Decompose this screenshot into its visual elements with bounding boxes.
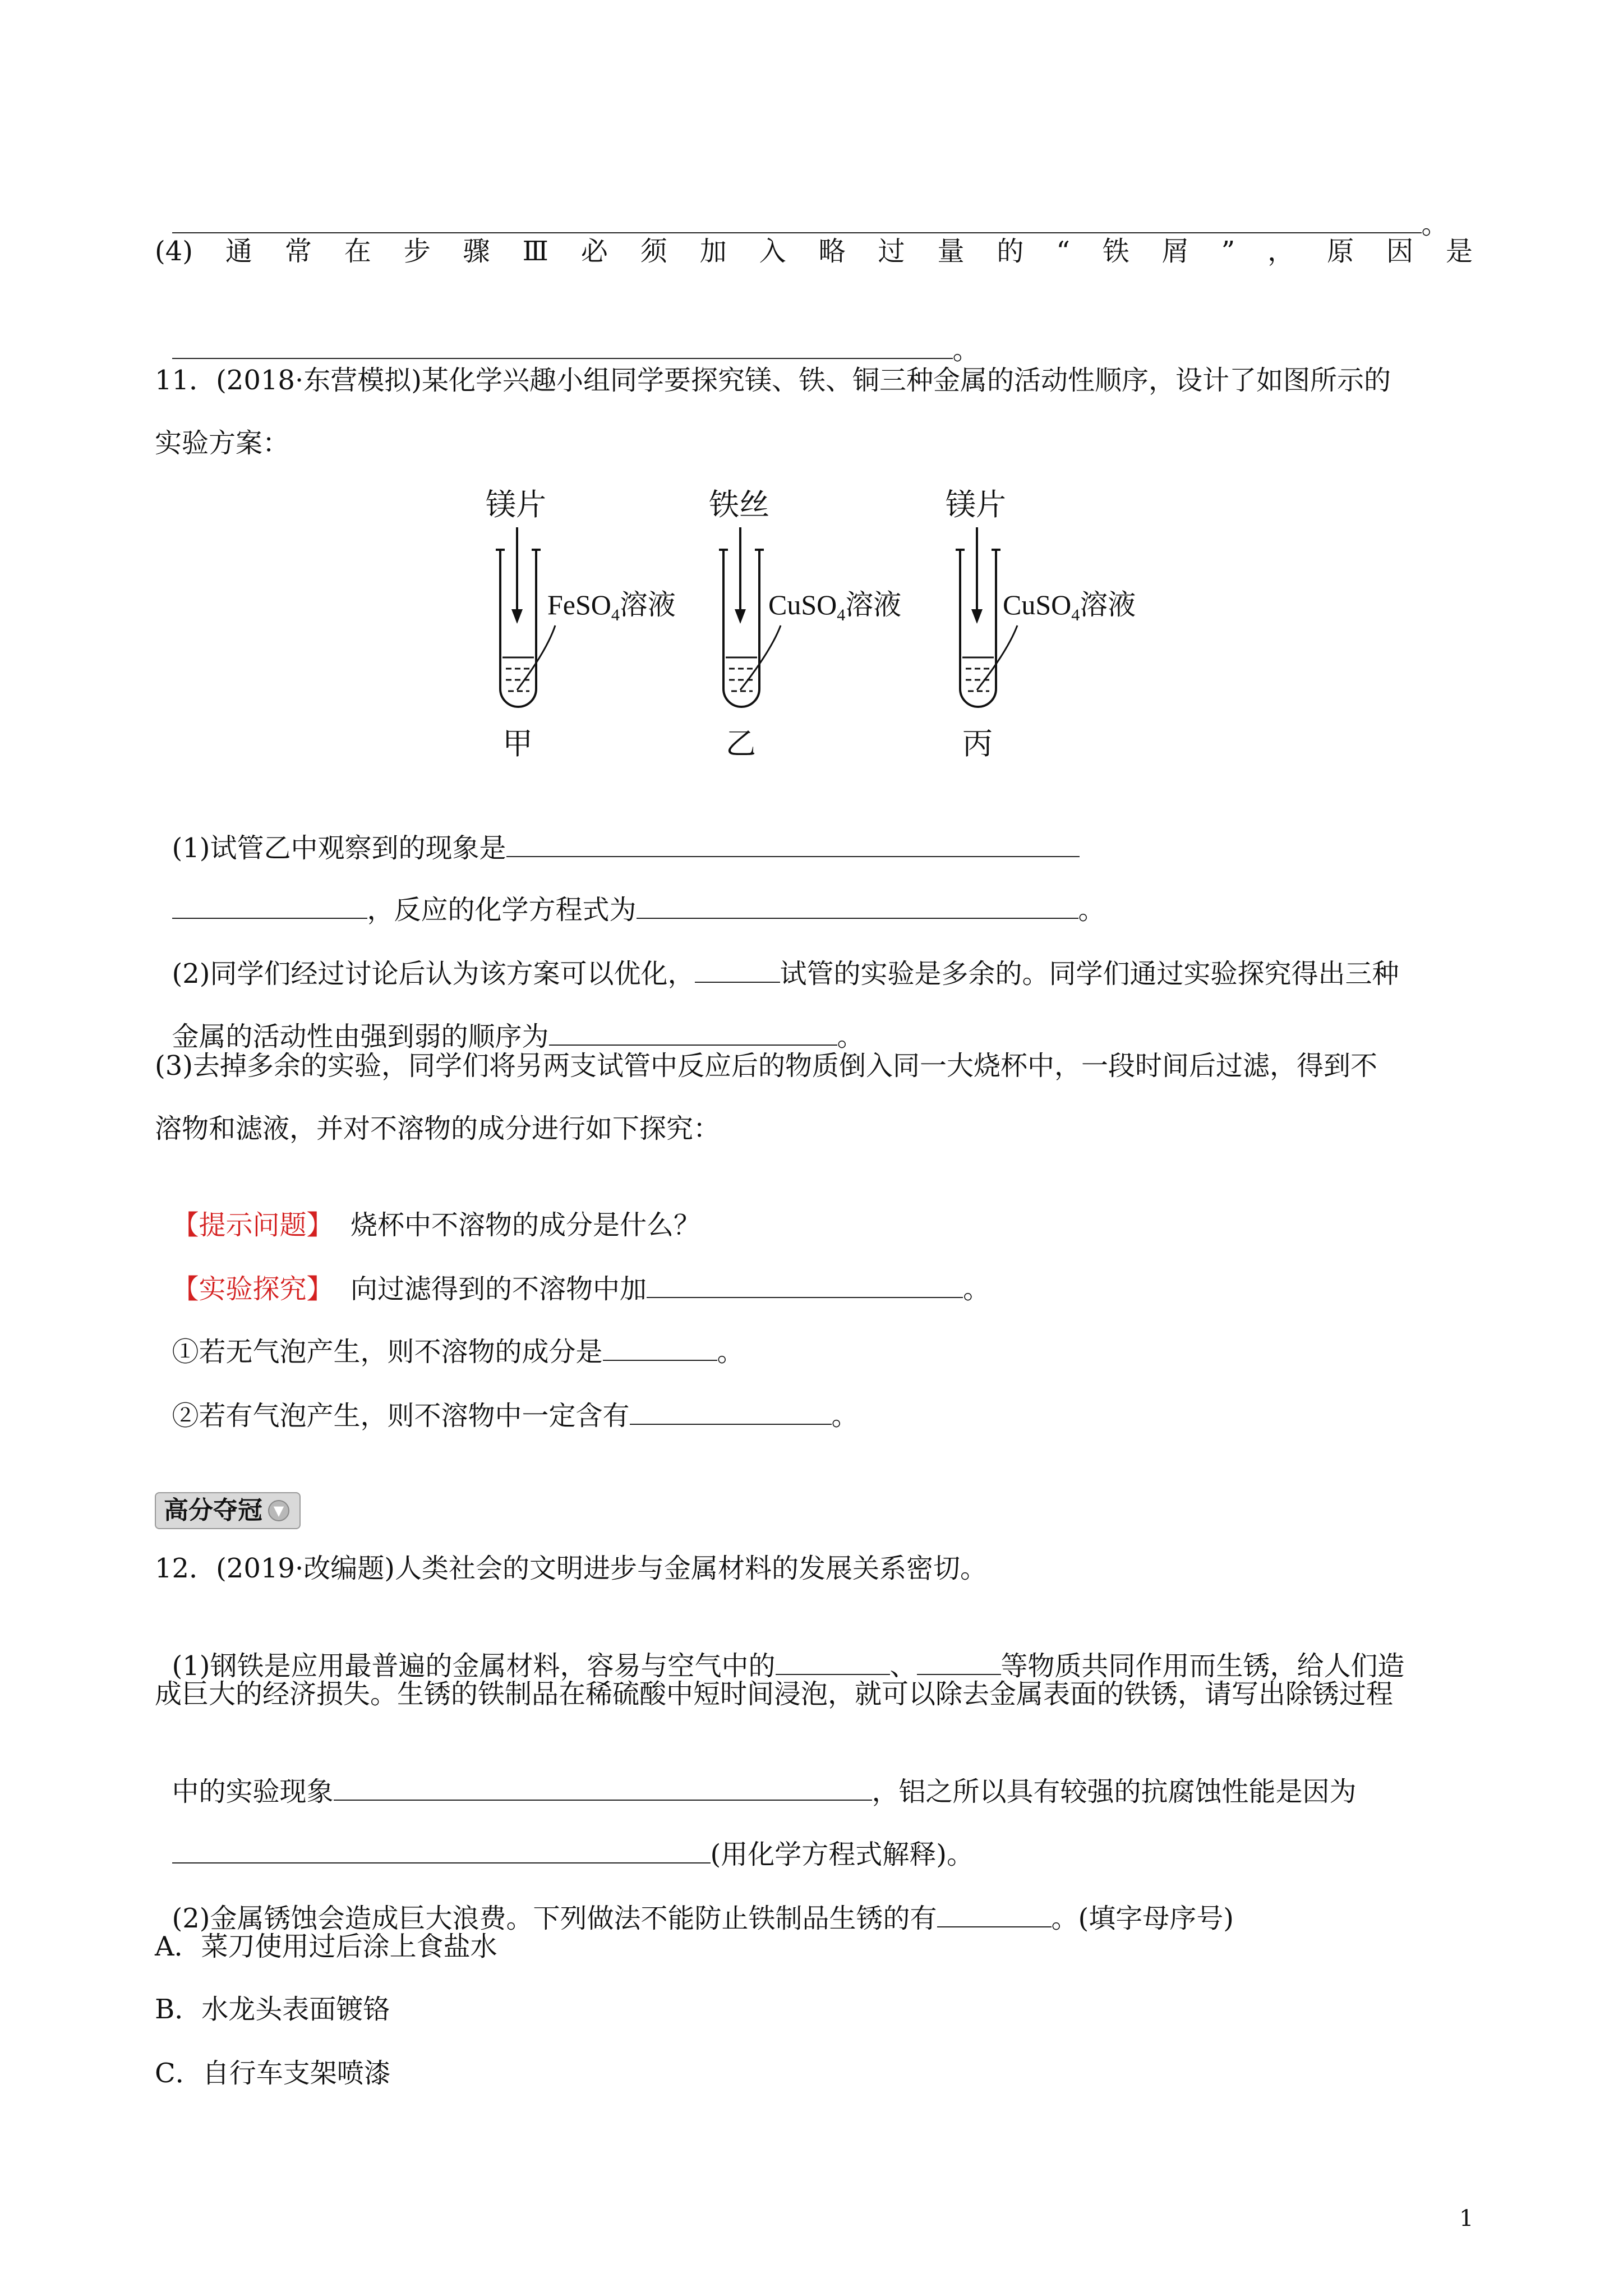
q4-char: “ xyxy=(1056,236,1070,267)
question-4-answer-line: 。 xyxy=(155,298,980,367)
answer-blank xyxy=(937,1901,1052,1927)
q4-char: 的 xyxy=(997,236,1024,267)
q4-char: 必 xyxy=(580,236,608,267)
question-12-part-1-line4: (用化学方程式解释)。 xyxy=(155,1803,974,1871)
question-12-part-1-line3: 中的实验现象 ，铝之所以具有较强的抗腐蚀性能是因为 xyxy=(155,1740,1357,1809)
tube-jia-solution-label: FeSO$_4$溶液 xyxy=(547,589,676,624)
option-c: C．自行车支架喷漆 xyxy=(155,2058,391,2089)
tag-experiment: 【实验探究】 xyxy=(172,1273,334,1305)
prompt-question: 【提示问题】 烧杯中不溶物的成分是什么？ xyxy=(172,1209,701,1241)
q4-char: 略 xyxy=(818,236,846,267)
experiment-line: 【实验探究】 向过滤得到的不溶物中加 。 xyxy=(155,1237,990,1306)
answer-blank xyxy=(637,892,1078,919)
q4-char: 是 xyxy=(1445,236,1473,267)
q4-char: 过 xyxy=(878,236,905,267)
q4-char: (4) xyxy=(155,236,193,267)
question-12-part-1: (1)钢铁是应用最普遍的金属材料，容易与空气中的 、 等物质共同作用而生锈，给人们造 xyxy=(155,1614,1405,1683)
q4-char: 量 xyxy=(937,236,965,267)
q4-char: ” xyxy=(1221,236,1235,267)
question-11-part-1-cont: ，反应的化学方程式为 。 xyxy=(155,858,1105,927)
q4-char: 入 xyxy=(759,236,786,267)
question-11-intro: 11．(2018·东营模拟)某化学兴趣小组同学要探究镁、铁、铜三种金属的活动性顺序，设计了如图所示的 xyxy=(155,365,1391,396)
q4-char: 屑 xyxy=(1161,236,1189,267)
option-b: B．水龙头表面镀铬 xyxy=(155,1994,390,2025)
q4-char: 骤 xyxy=(463,236,490,267)
q4-char: 须 xyxy=(640,236,667,267)
question-11-part-1: (1)试管乙中观察到的现象是 xyxy=(155,797,1080,865)
answer-blank xyxy=(506,830,1080,857)
tube-yi-name: 乙 xyxy=(726,726,756,761)
question-12-part-1-line2: 成巨大的经济损失。生锈的铁制品在稀硫酸中短时间浸泡，就可以除去金属表面的铁锈，请写出除锈过程 xyxy=(155,1678,1394,1710)
tube-yi-solution-label: CuSO$_4$溶液 xyxy=(768,589,902,624)
q4-char: ， xyxy=(1267,236,1295,267)
case-1: ①若无气泡产生，则不溶物的成分是 。 xyxy=(155,1300,744,1369)
test-tubes-drawing xyxy=(0,0,1623,785)
question-11-part-3: (3)去掉多余的实验，同学们将另两支试管中反应后的物质倒入同一大烧杯中，一段时间后过滤，得到不 xyxy=(155,1050,1377,1082)
answer-blank xyxy=(172,1837,711,1864)
down-arrow-icon: ▼ xyxy=(268,1500,289,1521)
tube-jia-name: 甲 xyxy=(502,726,533,761)
question-11-part-3-cont: 溶物和滤液，并对不溶物的成分进行如下探究： xyxy=(155,1113,721,1144)
q4-char: Ⅲ xyxy=(522,236,548,267)
case-2: ②若有气泡产生，则不溶物中一定含有 。 xyxy=(155,1364,859,1433)
option-a: A．菜刀使用过后涂上食盐水 xyxy=(155,1931,497,1962)
answer-line-prev: 。 xyxy=(155,173,1449,241)
answer-blank xyxy=(334,1774,872,1801)
q4-char: 步 xyxy=(403,236,431,267)
page-number: 1 xyxy=(1459,2206,1474,2231)
tube-bing-name: 丙 xyxy=(962,726,993,761)
q4-char: 因 xyxy=(1386,236,1414,267)
question-11-intro-2: 实验方案： xyxy=(155,427,290,459)
q4-char: 在 xyxy=(344,236,371,267)
question-11-part-2-cont: 金属的活动性由强到弱的顺序为 。 xyxy=(155,985,864,1053)
answer-blank xyxy=(776,1648,890,1675)
answer-blank xyxy=(695,956,780,983)
tube-bing-metal-label: 镁片 xyxy=(946,487,1006,522)
answer-blank xyxy=(917,1648,1001,1675)
answer-blank xyxy=(549,1019,837,1046)
question-12-part-2: (2)金属锈蚀会造成巨大浪费。下列做法不能防止铁制品生锈的有 。(填字母序号) xyxy=(155,1867,1234,1935)
section-badge: 高分夺冠 ▼ xyxy=(155,1492,301,1529)
tube-yi-metal-label: 铁丝 xyxy=(709,487,769,522)
q4-char: 原 xyxy=(1327,236,1354,267)
q4-char: 铁 xyxy=(1102,236,1129,267)
tube-bing-solution-label: CuSO$_4$溶液 xyxy=(1003,589,1136,624)
answer-blank xyxy=(603,1334,717,1361)
question-11-part-2: (2)同学们经过讨论后认为该方案可以优化， 试管的实验是多余的。同学们通过实验探究得出三种 xyxy=(155,922,1399,991)
answer-blank xyxy=(647,1271,963,1298)
answer-blank xyxy=(630,1398,832,1425)
q4-char: 加 xyxy=(699,236,727,267)
question-12-intro: 12．(2019·改编题)人类社会的文明进步与金属材料的发展关系密切。 xyxy=(155,1553,987,1584)
q4-char: 常 xyxy=(284,236,312,267)
q4-char: 通 xyxy=(225,236,252,267)
answer-blank xyxy=(172,892,367,919)
tube-jia-metal-label: 镁片 xyxy=(486,487,546,522)
tag-question: 【提示问题】 xyxy=(172,1209,334,1241)
tube-jia xyxy=(496,527,555,707)
